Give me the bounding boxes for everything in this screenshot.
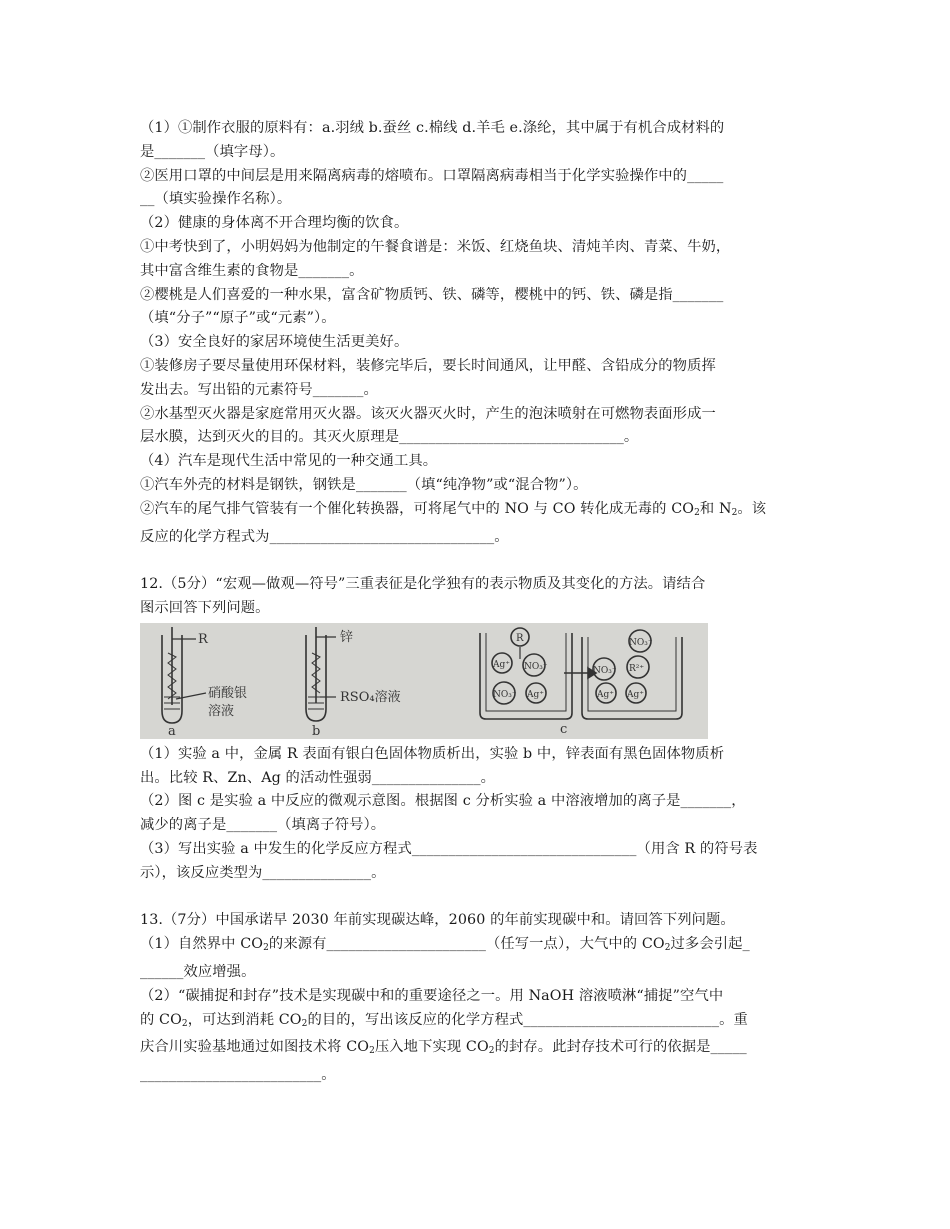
q11-part1-line1: （1）①制作衣服的原料有：a.羽绒 b.蚕丝 c.棉线 d.羊毛 e.涤纶，其中属于有机合成材料的 bbox=[140, 120, 725, 136]
q11-part2-line5: （填“分子”“原子”或“元素”）。 bbox=[140, 310, 336, 327]
q13-sub2-line3: 庆合川实验基地通过如图技术将 $CO_2$压入地下实现 $CO_2$的封存。此封存技术可行的依据是_____ bbox=[140, 1039, 747, 1057]
q11-part1-line3: ②医用口罩的中间层是用来隔离病毒的熔喷布。口罩隔离病毒相当于化学实验操作中的_____ bbox=[140, 167, 724, 184]
q13-sub1-line2: ______效应增强。 bbox=[140, 963, 256, 980]
q11-part4-line2: ①汽车外壳的材料是钢铁，钢铁是_______（填“纯净物”或“混合物”）。 bbox=[140, 476, 588, 493]
ion-ag-1: Ag⁺ bbox=[493, 659, 511, 670]
q12-sub2-line1: （2）图 c 是实验 a 中反应的微观示意图。根据图 c 分析实验 a 中溶液增加的离子是_______， bbox=[140, 793, 746, 810]
q11-part4-line1: （4）汽车是现代生活中常见的一种交通工具。 bbox=[140, 453, 438, 470]
label-silver-nitrate-2: 溶液 bbox=[208, 703, 235, 719]
label-a: a bbox=[168, 723, 176, 739]
ion-no3-1: NO₃⁻ bbox=[524, 661, 548, 672]
q13-stem-line1: 13.（7分）中国承诺早 2030 年前实现碳达峰，2060 的年前实现碳中和。请回答下列问题。 bbox=[140, 912, 735, 929]
ion-no3-4: NO₃⁻ bbox=[593, 665, 617, 676]
ion-r: R bbox=[516, 632, 524, 644]
q11-part2-line2: ①中考快到了，小明妈妈为他制定的午餐食谱是：米饭、红烧鱼块、清炖羊肉、青菜、牛奶， bbox=[140, 238, 731, 255]
q11-part3-line3: 发出去。写出铅的元素符号_______。 bbox=[140, 381, 378, 398]
ion-ag-2: Ag⁺ bbox=[527, 689, 545, 700]
q12-sub3-line2: 示），该反应类型为_______________。 bbox=[140, 864, 386, 881]
q13-sub2-line1: （2）“碳捕捉和封存”技术是实现碳中和的重要途径之一。用 NaOH 溶液喷淋“捕捉”空气中 bbox=[140, 987, 724, 1004]
q11-part4-line3: ②汽车的尾气排气管装有一个催化转换器，可将尾气中的 NO 与 CO 转化成无毒的 $CO_2$和 $N_2$。该 bbox=[140, 500, 767, 518]
q12-experiment-figure bbox=[140, 623, 708, 739]
q11-part1-line4: __（填实验操作名称）。 bbox=[140, 191, 292, 208]
q12-stem-line2: 图示回答下列问题。 bbox=[140, 599, 270, 616]
reaction-arrow bbox=[564, 668, 596, 678]
label-c: c bbox=[560, 721, 568, 737]
q11-part4-line4: 反应的化学方程式为_______________________________。 bbox=[140, 528, 509, 545]
ion-r2plus: R²⁺ bbox=[629, 663, 645, 674]
q12-sub1-line1: （1）实验 a 中，金属 R 表面有银白色固体物质析出，实验 b 中，锌表面有黑色固体物质析 bbox=[140, 745, 725, 762]
q11-part3-line2: ①装修房子要尽量使用环保材料，装修完毕后，要长时间通风，让甲醛、含铅成分的物质挥 bbox=[140, 357, 716, 374]
test-tube-b bbox=[306, 627, 336, 721]
ion-no3-2: NO₃⁻ bbox=[493, 689, 517, 700]
q11-part3-line4: ②水基型灭火器是家庭常用灭火器。该灭火器灭火时，产生的泡沫喷射在可燃物表面形成一 bbox=[140, 405, 716, 422]
ion-no3-3: NO₃⁻ bbox=[629, 637, 653, 648]
q11-part3-line1: （3）安全良好的家居环境使生活更美好。 bbox=[140, 334, 409, 351]
exam-page bbox=[140, 117, 812, 1088]
label-rso4: RSO₄溶液 bbox=[340, 689, 401, 705]
beaker-before bbox=[480, 628, 572, 719]
label-zinc: 锌 bbox=[340, 629, 354, 645]
q13-sub1-line1: （1）自然界中 $CO_2$的来源有______________________（任写一点），大气中的 $CO_2$过多会引起_ bbox=[140, 936, 750, 954]
q12-stem-line1: 12.（5分）“宏观—做观—符号”三重表征是化学独有的表示物质及其变化的方法。请结合 bbox=[140, 576, 706, 593]
label-r: R bbox=[198, 631, 208, 647]
q13-sub2-line2: 的 $CO_2$，可达到消耗 $CO_2$的目的，写出该反应的化学方程式___________________________。重 bbox=[140, 1011, 748, 1029]
q12-sub3-line1: （3）写出实验 a 中发生的化学反应方程式_______________________________（用含 R 的符号表 bbox=[140, 840, 758, 857]
ion-ag-4: Ag⁺ bbox=[627, 689, 645, 700]
label-b: b bbox=[312, 723, 321, 739]
q11-part3-line5: 层水膜，达到灭火的目的。其灭火原理是_______________________________。 bbox=[140, 429, 639, 446]
ion-ag-3: Ag⁺ bbox=[597, 689, 615, 700]
q11-part2-line1: （2）健康的身体离不开合理均衡的饮食。 bbox=[140, 215, 409, 232]
label-silver-nitrate-1: 硝酸银 bbox=[208, 685, 248, 701]
q13-sub2-line4: _________________________。 bbox=[140, 1067, 336, 1084]
q11-part2-line3: 其中富含维生素的食物是_______。 bbox=[140, 262, 364, 279]
q12-sub2-line2: 减少的离子是_______（填离子符号）。 bbox=[140, 817, 386, 834]
q11-part1-line2: 是_______（填字母）。 bbox=[140, 143, 285, 160]
q11-part2-line4: ②樱桃是人们喜爱的一种水果，富含矿物质钙、铁、磷等，樱桃中的钙、铁、磷是指_______ bbox=[140, 286, 724, 303]
q12-sub1-line2: 出。比较 R、Zn、Ag 的活动性强弱_______________。 bbox=[140, 769, 496, 786]
